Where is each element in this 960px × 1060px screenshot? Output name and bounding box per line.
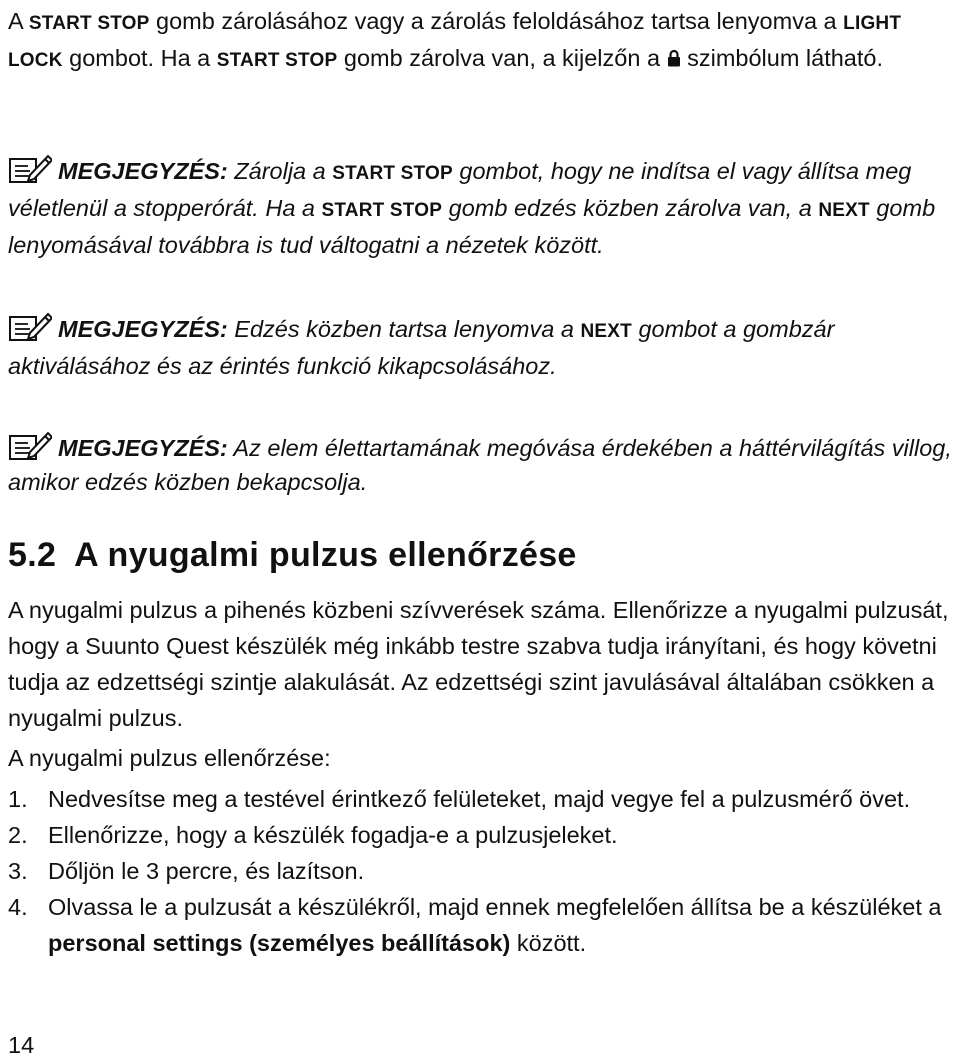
note-text: gomb edzés közben zárolva van, a [442,195,819,221]
step-number: 2. [8,822,28,848]
note-2 [8,312,958,383]
step-text: Dőljön le 3 percre, és lazítson. [48,858,365,884]
personal-settings-label: personal settings (személyes beállítások) [48,930,511,956]
intro-text: gomb zárolva van, a kijelzőn a [337,45,667,71]
lock-icon [667,49,681,67]
step-text: Ellenőrizze, hogy a készülék fogadja-e a pulzusjeleket. [48,822,618,848]
note-text: Edzés közben tartsa lenyomva a [227,316,581,342]
note-text: gombot a gombzár aktiválásához és az érintés funkció kikapcsolásához. [8,316,835,379]
start-stop-label: START STOP [321,200,443,221]
section-number: 5.2 [8,536,57,574]
step-text: Nedvesítse meg a testével érintkező felületeket, majd vegye fel a pulzusmérő övet. [48,786,911,812]
note-text: gombot, hogy ne indítsa el vagy állítsa meg véletlenül a stopperórát. Ha a [8,158,912,221]
note-pencil-icon [8,431,52,461]
note-label: MEGJEGYZÉS: [58,316,228,342]
start-stop-label: START STOP [28,13,150,34]
section-paragraph: A nyugalmi pulzus a pihenés közbeni szívverések száma. Ellenőrizze a nyugalmi pulzusát, hogy a Suunto Quest készülék még inkább testre szabva tudja irányítani, és hogy követni tudja az edzettségi szintje alakulását. Az edzettségi szint javulásával általában csökken a nyugalmi pulzus. [8,597,949,731]
list-item [8,889,958,961]
section-heading [8,536,577,575]
intro-text: gombot. Ha a [62,45,217,71]
intro-text: szimbólum látható. [680,45,884,71]
list-item [8,781,958,817]
steps-lead: A nyugalmi pulzus ellenőrzése: [8,745,331,771]
step-text-part: Olvassa le a pulzusát a készülékről, majd ennek megfelelően állítsa be a készüléket a [48,894,942,920]
note-3 [8,431,958,499]
step-number: 4. [8,894,28,920]
note-1 [8,154,958,262]
next-label: NEXT [818,200,870,221]
start-stop-label: START STOP [216,50,338,71]
section-title: A nyugalmi pulzus ellenőrzése [74,536,577,574]
intro-paragraph [8,4,958,78]
step-number: 3. [8,858,28,884]
page-number: 14 [8,1032,35,1058]
note-text: Az elem élettartamának megóvása érdekében a háttérvilágítás villog, amikor edzés közben bekapcsolja. [8,435,952,495]
step-text-part: között. [510,930,587,956]
steps-list [8,781,958,961]
next-label: NEXT [580,321,632,342]
note-text: gomb lenyomásával továbbra is tud váltogatni a nézetek között. [8,195,936,258]
note-pencil-icon [8,154,52,184]
light-lock-label: LIGHT LOCK [8,13,902,71]
note-pencil-icon [8,312,52,342]
list-item [8,817,958,853]
step-text [48,889,958,961]
intro-text: A [8,8,29,34]
start-stop-label: START STOP [332,163,453,184]
list-item [8,853,958,889]
note-label: MEGJEGYZÉS: [58,435,228,461]
note-label: MEGJEGYZÉS: [58,158,228,184]
intro-text: gomb zárolásához vagy a zárolás feloldásához tartsa lenyomva a [149,8,844,34]
note-text: Zárolja a [227,158,333,184]
step-number: 1. [8,786,28,812]
